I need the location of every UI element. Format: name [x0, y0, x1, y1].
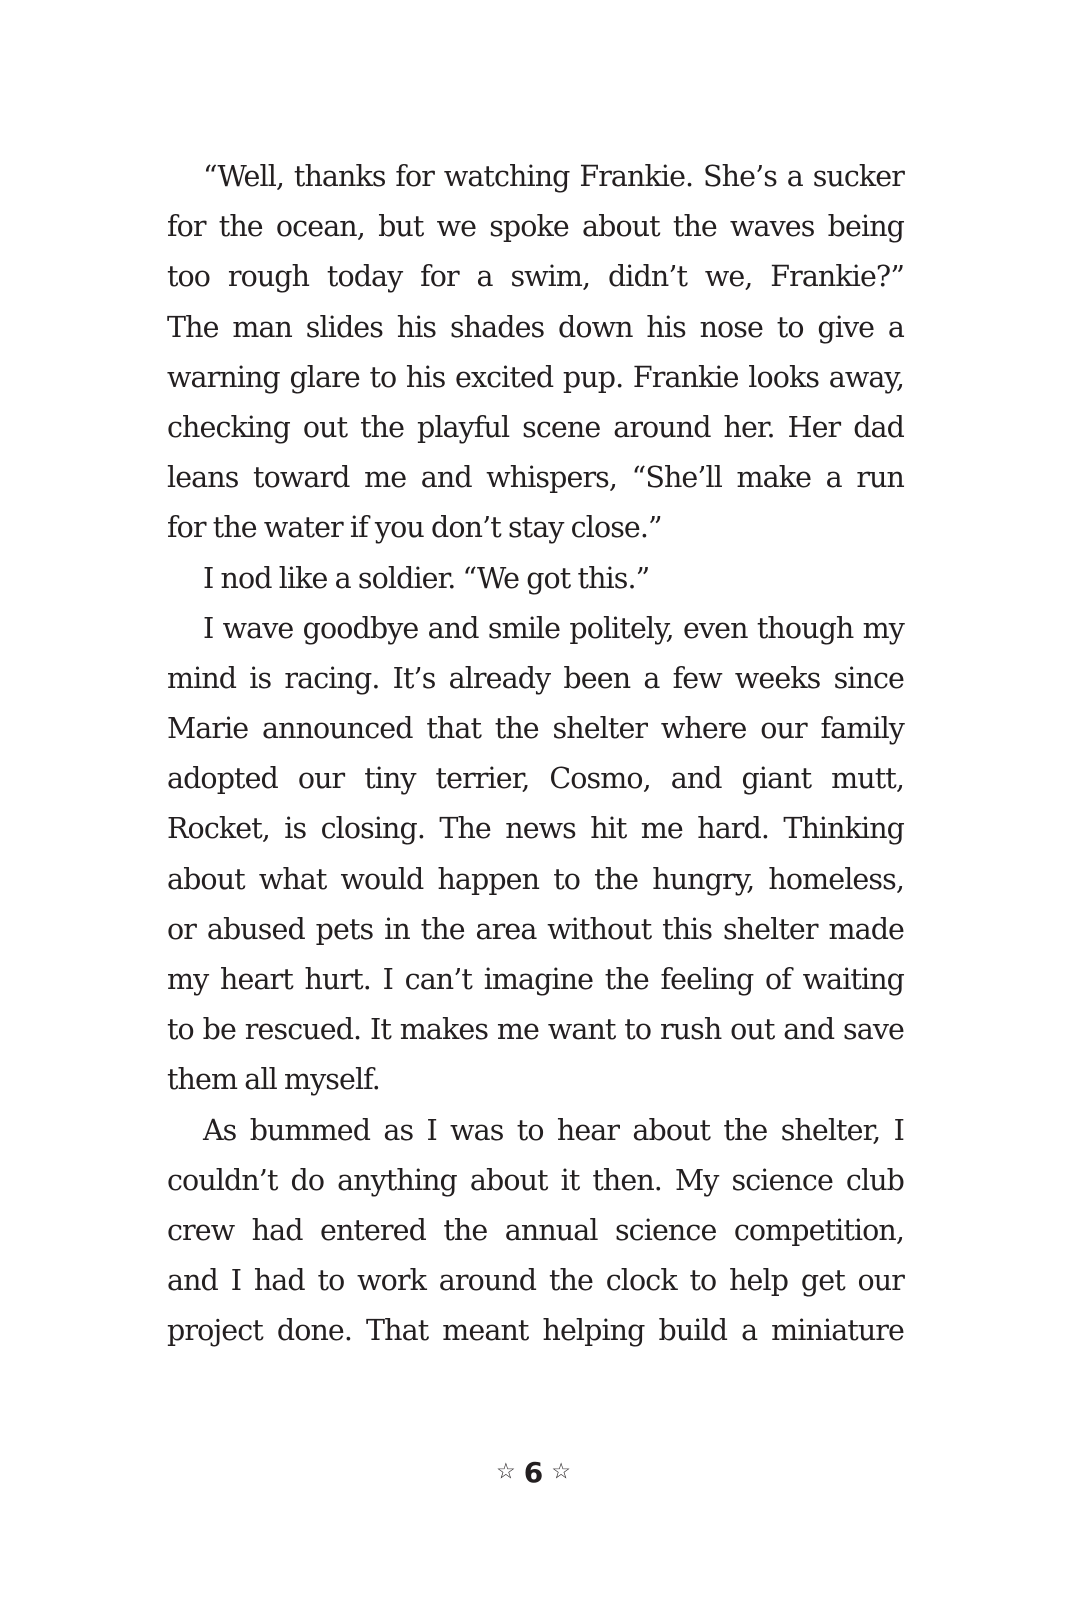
text-line: and I had to work around the clock to help get our: [167, 1264, 904, 1298]
text-line: Marie announced that the shelter where our family: [167, 712, 904, 746]
text-line: “Well, thanks for watching Frankie. She’s a sucker: [203, 160, 904, 193]
star-icon: ☆: [496, 1459, 516, 1485]
body-text: [167, 152, 904, 1357]
text-line: As bummed as I was to hear about the shelter, I: [203, 1113, 904, 1147]
text-line: to be rescued. It makes me want to rush out and save: [167, 1013, 904, 1047]
text-line: The man slides his shades down his nose to give a: [167, 310, 904, 344]
text-line: leans toward me and whispers, “She’ll make a run: [167, 461, 904, 495]
text-line: for the ocean, but we spoke about the waves being: [167, 210, 904, 244]
page-footer: [0, 1452, 1067, 1493]
star-icon: ☆: [551, 1459, 571, 1485]
text-line: warning glare to his excited pup. Frankie looks away,: [167, 360, 904, 394]
text-line: too rough today for a swim, didn’t we, Frankie?”: [167, 260, 904, 294]
text-line: my heart hurt. I can’t imagine the feeling of waiting: [167, 963, 904, 996]
text-line: Rocket, is closing. The news hit me hard. Thinking: [167, 812, 904, 846]
page-number: 6: [523, 1455, 544, 1489]
text-line: or abused pets in the area without this shelter made: [167, 912, 904, 946]
text-line: I wave goodbye and smile politely, even though my: [203, 611, 904, 645]
text-line: about what would happen to the hungry, homeless,: [167, 862, 904, 896]
text-line: checking out the playful scene around her. Her dad: [167, 410, 904, 444]
text-line: mind is racing. It’s already been a few weeks since: [167, 661, 904, 695]
text-line: crew had entered the annual science competition,: [167, 1213, 904, 1247]
text-line: I nod like a soldier. “We got this.”: [203, 561, 650, 595]
text-line: adopted our tiny terrier, Cosmo, and giant mutt,: [167, 762, 904, 796]
text-line: couldn’t do anything about it then. My science club: [167, 1163, 904, 1197]
text-line: project done. That meant helping build a miniature: [167, 1314, 904, 1348]
text-line: them all myself.: [167, 1063, 380, 1097]
text-line: for the water if you don’t stay close.”: [167, 511, 662, 545]
